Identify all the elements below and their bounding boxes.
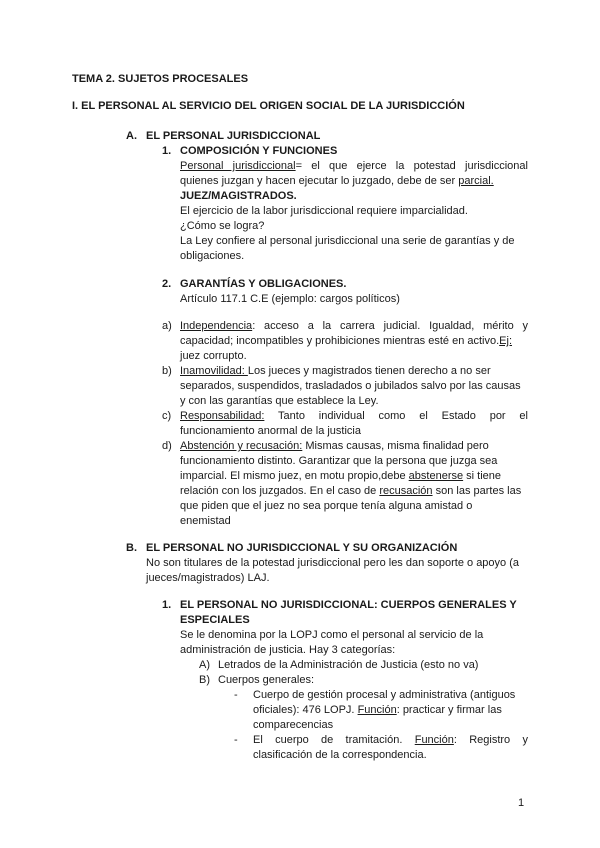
sub-c-line-2: funcionamiento anormal de la justicia xyxy=(180,425,361,437)
section-b-marker: B. xyxy=(126,542,137,554)
sub-a-line-1-text: : acceso a la carrera judicial. Igualdad, mérito y xyxy=(252,320,528,332)
item-1-line-2 xyxy=(180,174,494,189)
item-2-marker: 2. xyxy=(162,278,172,290)
sub-b-line-1-text: Los jueces y magistrados tienen derecho a no ser xyxy=(247,365,491,377)
sub-c-marker: c) xyxy=(162,410,172,422)
dash-2-line-1 xyxy=(253,733,528,748)
item-1-line-4: El ejercicio de la labor jurisdiccional requiere imparcialidad. xyxy=(180,205,468,217)
b-item-1-marker: 1. xyxy=(162,599,172,611)
sub-d-line-4 xyxy=(180,484,521,499)
sub-d-line-1-text: Mismas causas, misma finalidad pero xyxy=(302,440,489,452)
sub-a-line-1 xyxy=(180,319,528,334)
term-inamovilidad: Inamovilidad: xyxy=(180,365,248,377)
dash-2-line-1-a: El cuerpo de tramitación. xyxy=(253,734,415,746)
section-a-title: EL PERSONAL JURISDICCIONAL xyxy=(146,130,321,142)
sub-b-line-1 xyxy=(180,364,491,379)
b-item-1-line-2: administración de justicia. Hay 3 categorías: xyxy=(180,644,396,656)
item-1-line-3: JUEZ/MAGISTRADOS. xyxy=(180,190,297,202)
sub-b-line-3: y con las garantías que establece la Ley. xyxy=(180,395,379,407)
sub-d-line-3 xyxy=(180,469,501,484)
term-parcial: parcial. xyxy=(458,175,494,187)
dash-1-line-3: comparecencias xyxy=(253,719,334,731)
term-abstencion-recusacion: Abstención y recusación: xyxy=(180,440,303,452)
sub-d-line-3-c: si tiene xyxy=(463,470,502,482)
section-b-line-2: jueces/magistrados) LAJ. xyxy=(146,572,270,584)
sub-d-line-4-c: son las partes las xyxy=(432,485,522,497)
dash-2-line-2: clasificación de la correspondencia. xyxy=(253,749,427,761)
dash-1-line-2-a: oficiales): 476 LOPJ. xyxy=(253,704,358,716)
term-funcion-2: Función xyxy=(414,734,454,746)
dash-1-line-2 xyxy=(253,703,502,718)
item-1-line-6: La Ley confiere al personal jurisdiccional una serie de garantías y de xyxy=(180,235,515,247)
sub-a-marker: a) xyxy=(162,320,172,332)
term-personal-jurisdiccional: Personal jurisdiccional xyxy=(180,160,296,172)
sub-d-line-6: enemistad xyxy=(180,515,231,527)
item-2-article: Artículo 117.1 C.E (ejemplo: cargos políticos) xyxy=(180,293,400,305)
category-b-text: Cuerpos generales: xyxy=(218,674,315,686)
item-1-line-2-text: quienes juzgan y hacen ejecutar lo juzgado, debe de ser xyxy=(180,175,459,187)
item-1-line-7: obligaciones. xyxy=(180,250,245,262)
dash-1-line-2-c: : practicar y firmar las xyxy=(396,704,502,716)
category-b-marker: B) xyxy=(199,674,210,686)
sub-c-line-1 xyxy=(180,409,528,424)
sub-d-line-4-a: relación con los juzgados. En el caso de xyxy=(180,485,380,497)
term-ej: Ej: xyxy=(499,335,513,347)
section-a-marker: A. xyxy=(126,130,137,142)
sub-a-line-2-text: capacidad; incompatibles y prohibiciones mientras esté en activo. xyxy=(180,335,500,347)
dash-1-marker: - xyxy=(234,689,238,701)
term-responsabilidad: Responsabilidad: xyxy=(180,410,265,422)
term-recusacion: recusación xyxy=(379,485,433,497)
item-1-line-1-text: = el que ejerce la potestad jurisdiccional xyxy=(295,160,528,172)
sub-d-line-2: funcionamiento distinto. Garantizar que la persona que juzga sea xyxy=(180,455,498,467)
term-funcion-1: Función xyxy=(357,704,397,716)
item-1-line-1 xyxy=(180,159,528,174)
category-a-text: Letrados de la Administración de Justicia (esto no va) xyxy=(218,659,479,671)
sub-a-line-2 xyxy=(180,334,512,349)
b-item-1-title-1: EL PERSONAL NO JURISDICCIONAL: CUERPOS GENERALES Y xyxy=(180,599,517,611)
item-1-marker: 1. xyxy=(162,145,172,157)
term-independencia: Independencia xyxy=(180,320,253,332)
page-number: 1 xyxy=(518,797,525,809)
term-abstenerse: abstenerse xyxy=(408,470,464,482)
sub-b-marker: b) xyxy=(162,365,172,377)
section-b-line-1: No son titulares de la potestad jurisdiccional pero les dan soporte o apoyo (a xyxy=(146,557,520,569)
section-title: I. EL PERSONAL AL SERVICIO DEL ORIGEN SOCIAL DE LA JURISDICCIÓN xyxy=(72,100,465,112)
tema-title: TEMA 2. SUJETOS PROCESALES xyxy=(72,73,249,85)
sub-d-line-5: que piden que el juez no sea porque tenía alguna amistad o xyxy=(180,500,473,512)
item-1-line-5: ¿Cómo se logra? xyxy=(180,220,265,232)
b-item-1-line-1: Se le denomina por la LOPJ como el personal al servicio de la xyxy=(180,629,484,641)
category-a-marker: A) xyxy=(199,659,210,671)
b-item-1-title-2: ESPECIALES xyxy=(180,614,250,626)
sub-c-line-1-text: Tanto individual como el Estado por el xyxy=(264,410,528,422)
item-1-title: COMPOSICIÓN Y FUNCIONES xyxy=(180,145,338,157)
sub-d-marker: d) xyxy=(162,440,172,452)
item-2-title: GARANTÍAS Y OBLIGACIONES. xyxy=(180,278,347,290)
dash-2-marker: - xyxy=(234,734,238,746)
section-b-title: EL PERSONAL NO JURISDICCIONAL Y SU ORGANIZACIÓN xyxy=(146,542,458,554)
sub-d-line-1 xyxy=(180,439,489,454)
sub-d-line-3-a: imparcial. El mismo juez, en motu propio,debe xyxy=(180,470,409,482)
dash-2-line-1-c: : Registro y xyxy=(453,734,528,746)
sub-a-line-3: juez corrupto. xyxy=(180,350,247,362)
dash-1-line-1: Cuerpo de gestión procesal y administrativa (antiguos xyxy=(253,689,516,701)
sub-b-line-2: separados, suspendidos, trasladados o jubilados salvo por las causas xyxy=(180,380,521,392)
